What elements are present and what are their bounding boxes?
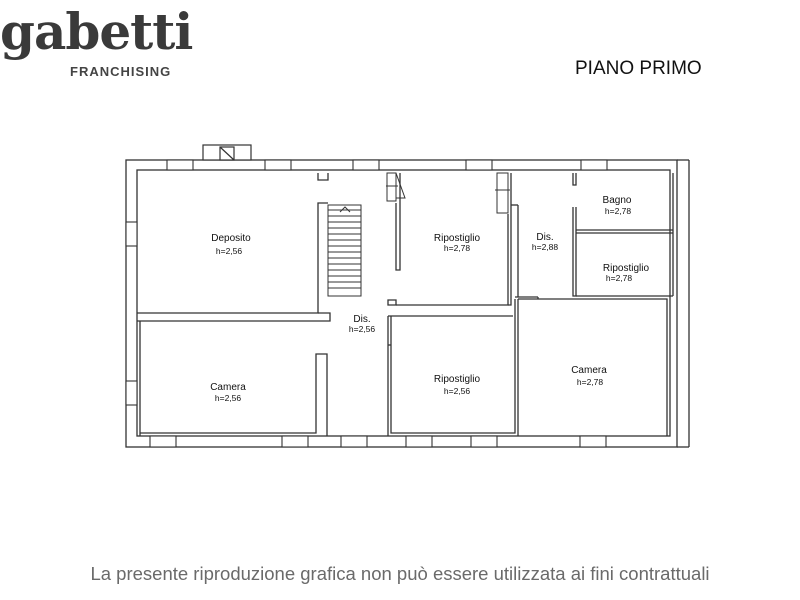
- logo-tagline: FRANCHISING: [70, 64, 172, 79]
- room-camera-left-height: h=2,56: [214, 393, 242, 403]
- room-deposito-name: Deposito: [211, 233, 251, 244]
- room-ripostiglio-top-height: h=2,78: [443, 243, 471, 253]
- floor-level-title: PIANO PRIMO: [575, 58, 702, 79]
- staircase: [328, 205, 361, 296]
- door-symbols: [386, 173, 510, 213]
- room-bagno-height: h=2,78: [604, 206, 632, 216]
- room-dis-center-name: Dis.: [353, 314, 371, 325]
- room-ripostiglio-right-height: h=2,78: [605, 273, 633, 283]
- room-ripostiglio-bottom-name: Ripostiglio: [433, 374, 481, 385]
- disclaimer-text: La presente riproduzione grafica non può essere utilizzata ai fini contrattuali: [90, 563, 710, 584]
- logo-wordmark: gabetti: [0, 2, 193, 61]
- room-camera-right-height: h=2,78: [576, 377, 604, 387]
- room-camera-right-name: Camera: [571, 365, 607, 376]
- room-dis-center-height: h=2,56: [348, 324, 376, 334]
- room-ripostiglio-top-name: Ripostiglio: [433, 233, 481, 244]
- room-bagno-name: Bagno: [602, 195, 632, 206]
- room-dis-right-name: Dis.: [536, 232, 554, 243]
- room-ripostiglio-right-name: Ripostiglio: [602, 263, 650, 274]
- room-deposito-height: h=2,56: [215, 246, 243, 256]
- chimney: [203, 145, 251, 160]
- room-ripostiglio-bottom-height: h=2,56: [443, 386, 471, 396]
- room-dis-right-height: h=2,88: [531, 242, 559, 252]
- windows: [126, 160, 607, 447]
- room-camera-left-name: Camera: [210, 382, 246, 393]
